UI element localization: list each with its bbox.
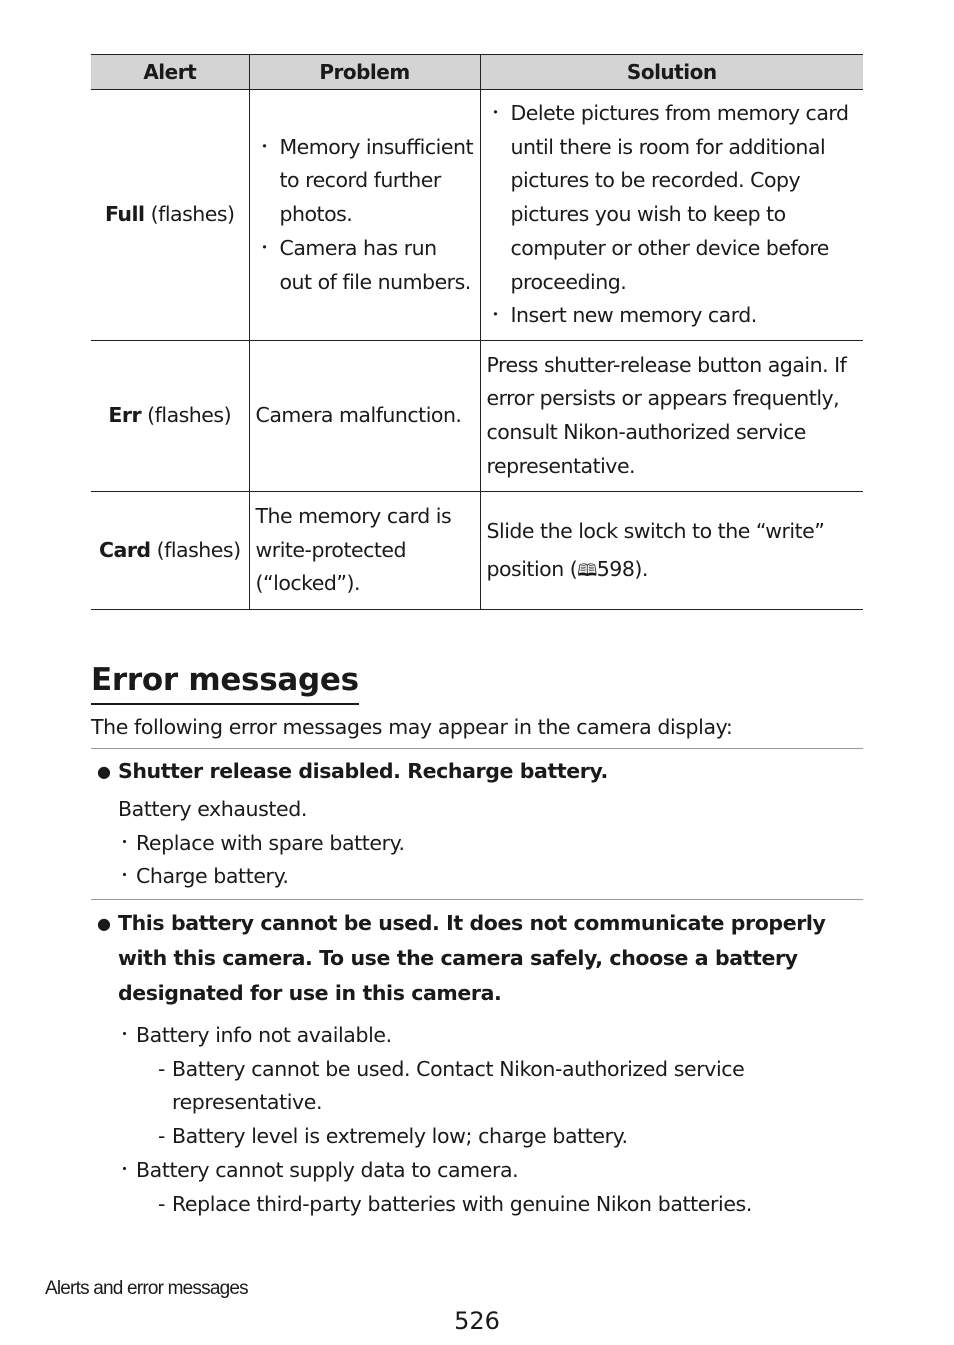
list-item: ・ Battery cannot supply data to camera. - Replace third-party batteries with genuine Nikon batteries. — [118, 1154, 857, 1221]
alert-detail: (flashes) — [150, 537, 241, 562]
list-item: ・ Battery info not available. - Battery cannot be used. Contact Nikon-authorized service representative. - Battery level is extremely low; charge battery. — [118, 1019, 857, 1154]
footer-section-label: Alerts and error messages — [45, 1278, 248, 1299]
page-reference-link[interactable]: 598 — [596, 556, 635, 581]
remedy-list — [118, 827, 857, 894]
error-message-block — [97, 754, 857, 894]
alert-detail: (flashes) — [141, 403, 232, 428]
alert-detail: (flashes) — [144, 202, 235, 227]
sub-remedy-list — [136, 1188, 857, 1222]
divider — [91, 899, 863, 900]
header-alert: Alert — [91, 55, 249, 90]
problem-cell: Camera malfunction. — [249, 341, 480, 492]
solution-cell: Slide the lock switch to the “write” position (🕮598). — [480, 492, 863, 610]
header-problem: Problem — [249, 55, 480, 90]
divider — [91, 748, 863, 749]
problem-list — [256, 131, 474, 300]
error-cause: Battery exhausted. — [118, 797, 307, 821]
sub-remedy-list — [136, 1053, 857, 1154]
book-reference-icon: 🕮 — [577, 560, 597, 581]
table-row — [91, 341, 863, 492]
list-item: ・ Charge battery. — [118, 860, 857, 894]
table-row — [91, 492, 863, 610]
remedy-list — [118, 1019, 857, 1221]
page-number: 526 — [454, 1307, 500, 1335]
table-row — [91, 90, 863, 341]
problem-cell: The memory card is write-protected (“locked”). — [249, 492, 480, 610]
solution-cell: Press shutter-release button again. If error persists or appears frequently, consult Nikon-authorized service representative. — [480, 341, 863, 492]
list-item: ・ Delete pictures from memory card until there is room for additional pictures to be recorded. Copy pictures you wish to keep to computer or other device before proceeding. — [487, 97, 858, 299]
error-message-heading: ● Shutter release disabled. Recharge battery. — [97, 754, 857, 789]
solution-list — [487, 97, 858, 333]
problem-cell — [249, 90, 480, 341]
error-message-block — [97, 906, 857, 1221]
alerts-table — [91, 54, 863, 610]
alert-name: Card — [98, 537, 151, 562]
list-item: ・ Memory insufficient to record further photos. — [256, 131, 474, 232]
list-item: ・ Camera has run out of file numbers. — [256, 232, 474, 299]
table-header-row — [91, 55, 863, 90]
list-item: - Battery level is extremely low; charge battery. — [154, 1120, 857, 1154]
list-item: ・ Replace with spare battery. — [118, 827, 857, 861]
list-item: - Battery cannot be used. Contact Nikon-authorized service representative. — [154, 1053, 857, 1120]
header-solution: Solution — [480, 55, 863, 90]
alert-name: Full — [104, 202, 145, 227]
list-item: - Replace third-party batteries with genuine Nikon batteries. — [154, 1188, 857, 1222]
error-message-heading: ● This battery cannot be used. It does not communicate properly with this camera. To use the camera safely, choose a battery designated for use in this camera. — [97, 906, 857, 1011]
list-item: ・ Insert new memory card. — [487, 299, 858, 333]
alert-cell — [91, 341, 249, 492]
section-intro: The following error messages may appear in the camera display: — [91, 715, 733, 739]
alert-cell — [91, 492, 249, 610]
section-title: Error messages — [91, 657, 359, 705]
solution-cell — [480, 90, 863, 341]
alert-name: Err — [108, 403, 142, 428]
alert-cell — [91, 90, 249, 341]
